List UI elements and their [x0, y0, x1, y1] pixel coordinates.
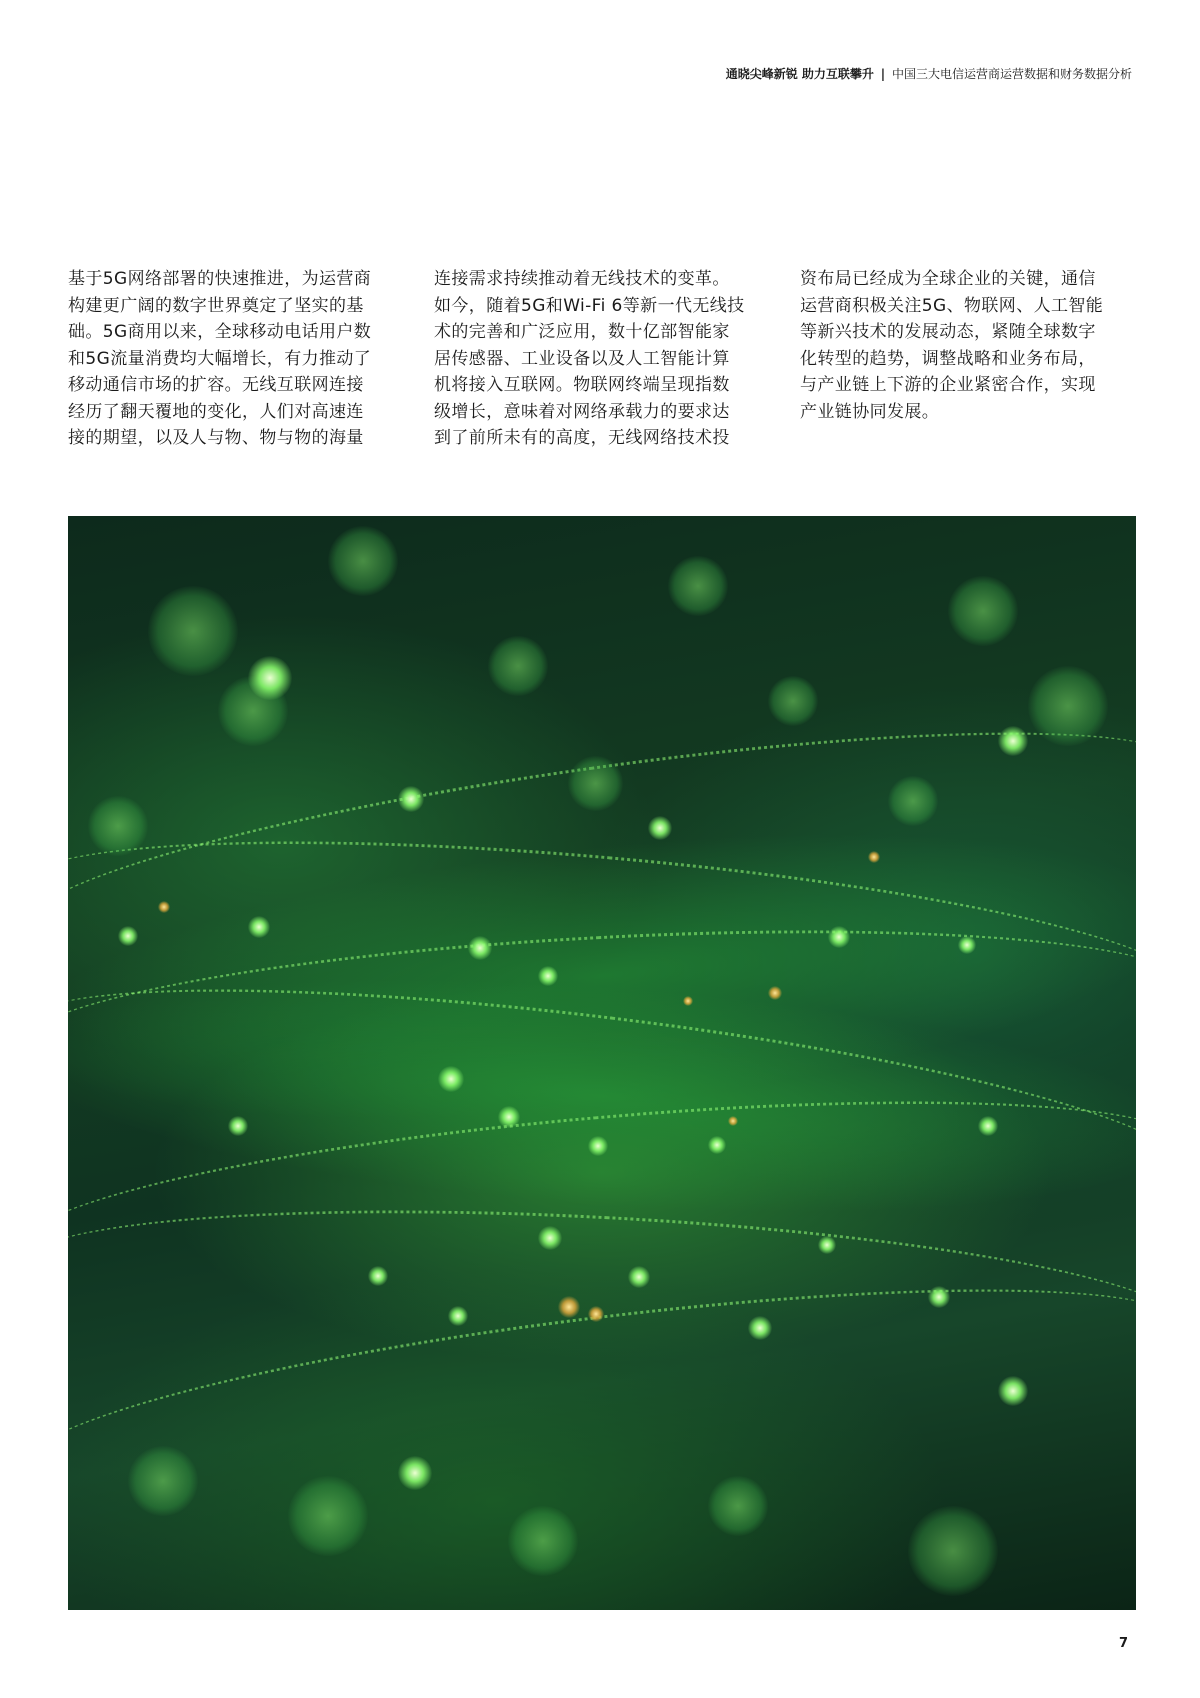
photo-bokeh [888, 776, 938, 826]
photo-light-point [118, 926, 138, 946]
photo-bokeh [508, 1506, 578, 1576]
photo-bokeh [1028, 666, 1108, 746]
photo-light-point [398, 1456, 432, 1490]
photo-amber-point [768, 986, 782, 1000]
body-text-column-1: 基于5G网络部署的快速推进，为运营商 构建更广阔的数字世界奠定了坚实的基 础。5G商用以来，全球移动电话用户数 和5G流量消费均大幅增长，有力推动了 移动通信市场的扩容。无线互联网连接 经历了翻天覆地的变化，人们对高速连 接的期望，以及人与物、物与物的海量 [68, 269, 372, 448]
photo-amber-point [683, 996, 693, 1006]
photo-light-point [828, 926, 850, 948]
photo-light-point [958, 936, 976, 954]
photo-light-point [368, 1266, 388, 1286]
photo-light-point [628, 1266, 650, 1288]
header-subtitle: 中国三大电信运营商运营数据和财务数据分析 [891, 67, 1132, 81]
photo-bokeh [328, 526, 398, 596]
photo-light-point [468, 936, 492, 960]
photo-bokeh [768, 676, 818, 726]
photo-light-point [538, 1226, 562, 1250]
photo-light-point [398, 786, 424, 812]
photo-light-point [438, 1066, 464, 1092]
running-header [726, 66, 1132, 82]
photo-light-point [248, 656, 292, 700]
photo-bokeh [908, 1506, 998, 1596]
photo-amber-point [158, 901, 170, 913]
photo-amber-point [558, 1296, 580, 1318]
photo-bokeh [288, 1476, 368, 1556]
header-separator: | [880, 67, 886, 81]
photo-light-point [588, 1136, 608, 1156]
page-number: 7 [1118, 1636, 1128, 1651]
photo-light-point [748, 1316, 772, 1340]
photo-bokeh [88, 796, 148, 856]
photo-light-point [538, 966, 558, 986]
photo-bokeh [488, 636, 548, 696]
photo-amber-point [588, 1306, 604, 1322]
photo-amber-point [728, 1116, 738, 1126]
photo-light-point [248, 916, 270, 938]
photo-light-point [648, 816, 672, 840]
photo-bokeh [708, 1476, 768, 1536]
photo-bokeh [568, 756, 623, 811]
photo-bokeh [128, 1446, 198, 1516]
photo-light-point [448, 1306, 468, 1326]
photo-amber-point [868, 851, 880, 863]
photo-light-point [998, 726, 1028, 756]
photo-light-point [928, 1286, 950, 1308]
photo-light-point [978, 1116, 998, 1136]
header-title: 通晓尖峰新锐 助力互联攀升 [725, 67, 874, 81]
photo-light-point [498, 1106, 520, 1128]
photo-bokeh [948, 576, 1018, 646]
green-circuit-network-photo [68, 516, 1136, 1610]
photo-light-point [998, 1376, 1028, 1406]
body-text-column-3: 资布局已经成为全球企业的关键，通信 运营商积极关注5G、物联网、人工智能 等新兴技术的发展动态，紧随全球数字 化转型的趋势，调整战略和业务布局， 与产业链上下游的企业紧密合作，实现 产业链协同发展。 [800, 269, 1104, 422]
photo-bokeh [668, 556, 728, 616]
body-text-column-2: 连接需求持续推动着无线技术的变革。 如今，随着5G和Wi-Fi 6等新一代无线技 术的完善和广泛应用，数十亿部智能家 居传感器、工业设备以及人工智能计算 机将接入互联网。物联网终端呈现指数 级增长，意味着对网络承载力的要求达 到了前所未有的高度，无线网络技术投 [434, 269, 745, 448]
photo-light-point [708, 1136, 726, 1154]
photo-light-point [818, 1236, 836, 1254]
photo-light-point [228, 1116, 248, 1136]
photo-bokeh [148, 586, 238, 676]
